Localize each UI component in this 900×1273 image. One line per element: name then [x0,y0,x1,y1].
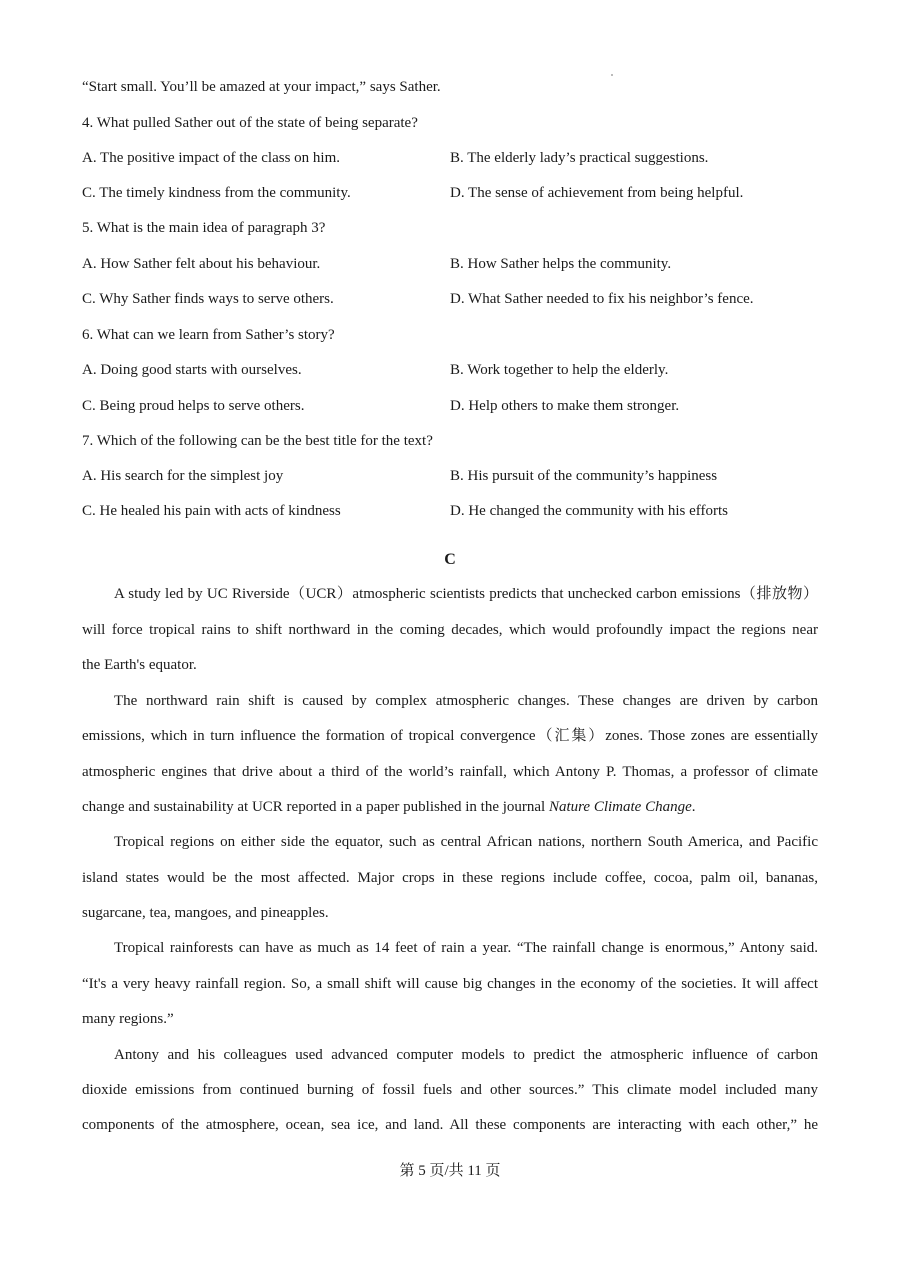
quote-line: “Start small. You’ll be amazed at your impact,” says Sather. [82,79,441,95]
passage-p3-line-1: Tropical regions on either side the equator, such as central African nations, northern South America, and Pacific [114,834,818,850]
q5-option-c: C. Why Sather finds ways to serve others. [82,291,334,307]
q5-option-d: D. What Sather needed to fix his neighbor’s fence. [450,291,754,307]
q4-option-b: B. The elderly lady’s practical suggestions. [450,150,709,166]
q7-option-b: B. His pursuit of the community’s happiness [450,468,718,484]
passage-p2-line-1: The northward rain shift is caused by complex atmospheric changes. These changes are driven by carbon [114,693,818,709]
q6-option-b: B. Work together to help the elderly. [450,362,669,378]
question-6: 6. What can we learn from Sather’s story? [82,327,335,343]
passage-p5-line-2: dioxide emissions from continued burning of fossil fuels and other sources.” This climate model included many [82,1082,818,1098]
question-5: 5. What is the main idea of paragraph 3? [82,220,326,236]
q7-option-c: C. He healed his pain with acts of kindness [82,503,341,519]
q4-option-a: A. The positive impact of the class on him. [82,150,341,166]
q5-option-b: B. How Sather helps the community. [450,256,672,272]
q4-option-d: D. The sense of achievement from being helpful. [450,185,744,201]
passage-p2-line-4-text: change and sustainability at UCR reported in a paper published in the journal [82,799,549,815]
question-4: 4. What pulled Sather out of the state of being separate? [82,115,418,131]
journal-name: Nature Climate Change [548,799,692,815]
q7-option-d: D. He changed the community with his efforts [450,503,728,519]
question-7: 7. Which of the following can be the best title for the text? [82,433,433,449]
q5-option-a: A. How Sather felt about his behaviour. [82,256,321,272]
passage-p2-line-4 [82,797,696,817]
passage-p1-line-3: the Earth's equator. [82,657,197,673]
passage-p5-line-3: components of the atmosphere, ocean, sea ice, and land. All these components are interacting with each other,” he [82,1117,818,1133]
q6-option-c: C. Being proud helps to serve others. [82,398,305,414]
q7-option-a: A. His search for the simplest joy [82,468,284,484]
q6-option-d: D. Help others to make them stronger. [450,398,680,414]
q6-option-a: A. Doing good starts with ourselves. [82,362,302,378]
passage-p4-line-3: many regions.” [82,1011,174,1027]
section-heading: C [444,551,456,568]
passage-p1-line-2: will force tropical rains to shift northward in the coming decades, which would profoundly impact the regions near [82,622,818,638]
passage-p4-line-1: Tropical rainforests can have as much as 14 feet of rain a year. “The rainfall change is enormous,” Antony said. [114,940,818,956]
passage-p2-line-2: emissions, which in turn influence the formation of tropical convergence（汇集）zones. Those zones are essentially [82,728,818,744]
q4-option-c: C. The timely kindness from the community. [82,185,351,201]
passage-p1-line-1: A study led by UC Riverside（UCR）atmospheric scientists predicts that unchecked carbon emissions（排放物） [114,586,818,602]
passage-p2-line-3: atmospheric engines that drive about a third of the world’s rainfall, which Antony P. Thomas, a professor of climate [82,764,818,780]
scan-speck [611,74,613,76]
passage-p2-end: . [691,799,696,815]
passage-p3-line-3: sugarcane, tea, mangoes, and pineapples. [82,905,329,921]
page-footer: 第 5 页/共 11 页 [399,1163,501,1179]
passage-p4-line-2: “It's a very heavy rainfall region. So, a small shift will cause big changes in the economy of the societies. It will affect [82,976,818,992]
passage-p5-line-1: Antony and his colleagues used advanced computer models to predict the atmospheric influence of carbon [114,1047,818,1063]
passage-p3-line-2: island states would be the most affected. Major crops in these regions include coffee, cocoa, palm oil, bananas, [82,870,818,886]
